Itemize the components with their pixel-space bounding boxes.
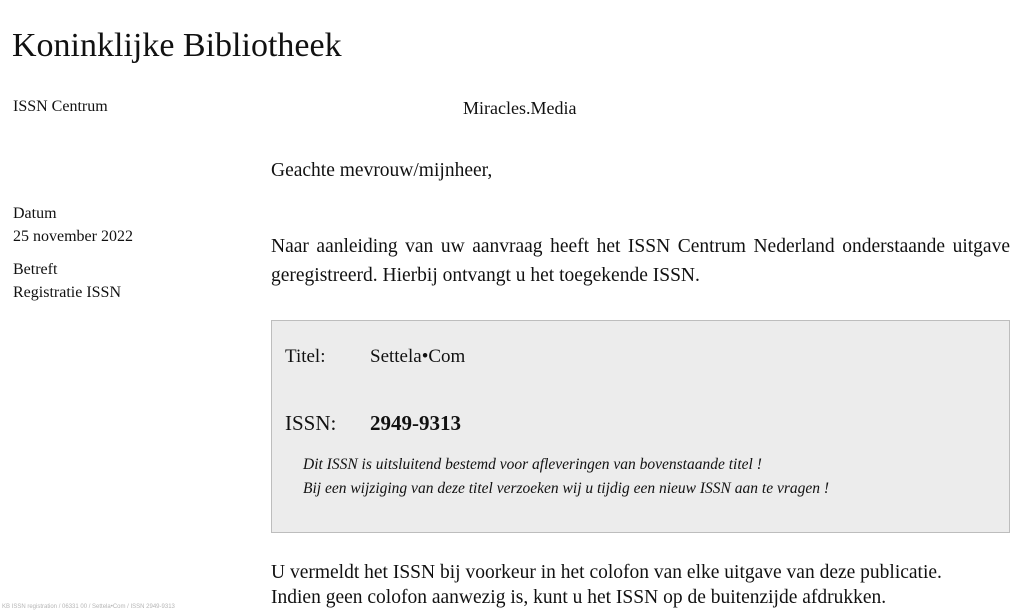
issn-label: ISSN: — [285, 411, 337, 435]
intro-paragraph: Naar aanleiding van uw aanvraag heeft het ISSN Centrum Nederland onderstaande uitgave geregistreerd. Hierbij ontvangt u het toegekende ISSN. — [271, 236, 1010, 286]
note-line-2: Bij een wijziging van deze titel verzoeken wij u tijdig een nieuw ISSN aan te vragen ! — [303, 480, 830, 497]
organization-title: Koninklijke Bibliotheek — [12, 27, 342, 64]
recipient-name: Miracles.Media — [463, 98, 577, 118]
issn-value: 2949-9313 — [370, 411, 461, 435]
department-name: ISSN Centrum — [13, 98, 108, 115]
closing-line-1: U vermeldt het ISSN bij voorkeur in het colofon van elke uitgave van deze publicatie. — [271, 562, 942, 583]
registration-notes — [303, 453, 829, 501]
issn-row — [285, 411, 461, 435]
letter-meta — [13, 202, 133, 304]
note-line-1: Dit ISSN is uitsluitend bestemd voor afleveringen van bovenstaande titel ! — [303, 456, 762, 473]
footer-reference: KB ISSN registration / 06331 00 / Settela•Com / ISSN 2949-9313 — [2, 604, 175, 610]
subject-label: Betreft — [13, 261, 58, 278]
title-value: Settela•Com — [370, 346, 466, 367]
subject-value: Registratie ISSN — [13, 284, 121, 301]
closing-paragraph — [271, 560, 1010, 610]
greeting: Geachte mevrouw/mijnheer, — [271, 160, 493, 181]
closing-line-2: Indien geen colofon aanwezig is, kunt u het ISSN op de buitenzijde afdrukken. — [271, 587, 887, 608]
title-row — [285, 345, 465, 369]
registration-box — [271, 320, 1010, 533]
date-label: Datum — [13, 205, 57, 222]
date-value: 25 november 2022 — [13, 228, 133, 245]
title-label: Titel: — [285, 346, 326, 367]
